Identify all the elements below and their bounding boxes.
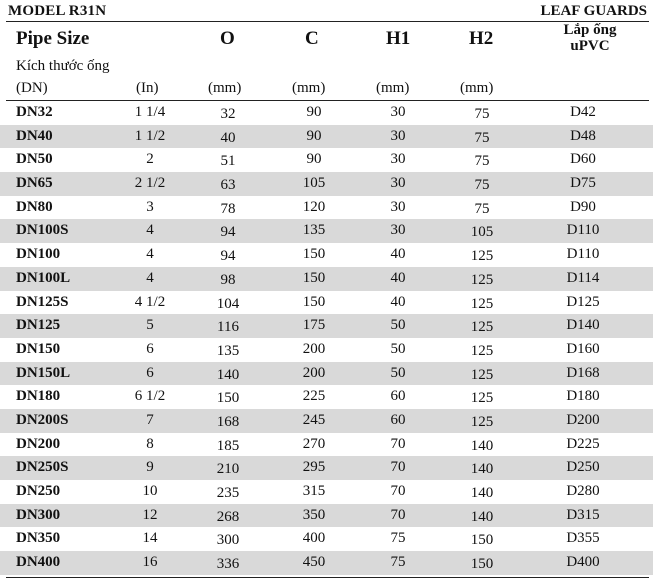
cell-inch: 6 1/2 — [134, 388, 166, 405]
cell-inch: 4 1/2 — [134, 293, 166, 310]
cell-h2: 125 — [470, 319, 494, 336]
cell-h1: 70 — [390, 483, 406, 499]
cell-upvc: D42 — [570, 104, 596, 120]
cell-c: 90 — [306, 127, 322, 144]
col-upvc-line1: Lắp ống — [563, 22, 617, 38]
cell-dn: DN250 — [16, 483, 61, 499]
cell-inch: 8 — [146, 435, 154, 452]
cell-h1: 70 — [390, 435, 406, 452]
cell-inch: 4 — [146, 269, 154, 286]
cell-c: 200 — [302, 340, 326, 357]
cell-c: 150 — [302, 293, 326, 310]
unit-o: (mm) — [208, 80, 242, 96]
cell-c: 150 — [302, 246, 326, 263]
cell-h1: 30 — [390, 104, 406, 120]
col-upvc — [548, 22, 632, 54]
cell-upvc: D75 — [570, 175, 596, 192]
cell-dn: DN125 — [16, 317, 61, 334]
cell-h1: 40 — [390, 246, 406, 263]
cell-h2: 75 — [474, 129, 490, 146]
cell-c: 120 — [302, 198, 326, 215]
cell-inch: 3 — [146, 198, 154, 215]
cell-c: 450 — [302, 554, 326, 571]
cell-h1: 70 — [390, 506, 406, 523]
cell-dn: DN125S — [16, 293, 69, 310]
table-header — [0, 22, 653, 100]
table-bottom-rule — [6, 577, 649, 578]
cell-h1: 60 — [390, 388, 406, 405]
table-row — [0, 314, 653, 338]
cell-inch: 6 — [146, 340, 154, 357]
table-row — [0, 196, 653, 220]
cell-h2: 150 — [470, 532, 494, 549]
table-row — [0, 433, 653, 457]
cell-inch: 16 — [142, 554, 158, 571]
cell-h2: 125 — [470, 413, 494, 430]
cell-inch: 2 — [146, 151, 154, 168]
cell-upvc: D90 — [570, 198, 596, 215]
cell-h1: 50 — [390, 364, 406, 381]
cell-dn: DN40 — [16, 127, 53, 144]
cell-inch: 4 — [146, 222, 154, 239]
table-row — [0, 148, 653, 172]
cell-o: 104 — [216, 295, 240, 312]
cell-h1: 40 — [390, 269, 406, 286]
cell-h2: 75 — [474, 153, 490, 170]
cell-dn: DN180 — [16, 388, 61, 405]
cell-inch: 10 — [142, 483, 158, 499]
table-row — [0, 527, 653, 551]
cell-inch: 14 — [142, 530, 158, 547]
unit-in: (In) — [136, 80, 159, 96]
cell-upvc: D280 — [566, 483, 600, 499]
cell-dn: DN200S — [16, 411, 69, 428]
cell-c: 90 — [306, 104, 322, 120]
cell-h2: 140 — [470, 437, 494, 454]
cell-upvc: D160 — [566, 340, 600, 357]
table-row — [0, 409, 653, 433]
cell-inch: 1 1/2 — [134, 127, 166, 144]
col-c: C — [305, 28, 319, 49]
cell-dn: DN400 — [16, 554, 61, 571]
cell-o: 268 — [216, 508, 240, 525]
cell-upvc: D60 — [570, 151, 596, 168]
col-pipe-size: Pipe Size — [16, 28, 90, 49]
cell-dn: DN80 — [16, 198, 53, 215]
cell-h1: 40 — [390, 293, 406, 310]
cell-h2: 140 — [470, 461, 494, 478]
cell-o: 116 — [217, 319, 239, 336]
cell-h2: 125 — [470, 271, 494, 288]
cell-h2: 105 — [470, 224, 494, 241]
cell-h1: 75 — [390, 530, 406, 547]
cell-o: 63 — [220, 177, 236, 194]
cell-upvc: D200 — [566, 411, 600, 428]
cell-o: 94 — [220, 224, 236, 241]
cell-c: 295 — [302, 459, 326, 476]
cell-o: 168 — [216, 413, 240, 430]
col-upvc-line2: uPVC — [570, 38, 610, 54]
cell-dn: DN100S — [16, 222, 69, 239]
table-row — [0, 480, 653, 504]
cell-c: 350 — [302, 506, 326, 523]
cell-h1: 60 — [390, 411, 406, 428]
col-size-vi: Kích thước ống — [16, 58, 110, 74]
cell-h1: 50 — [390, 317, 406, 334]
cell-c: 200 — [302, 364, 326, 381]
model-title: MODEL R31N — [8, 3, 107, 19]
cell-h2: 140 — [470, 508, 494, 525]
cell-h1: 30 — [390, 175, 406, 192]
cell-o: 150 — [216, 390, 240, 407]
unit-c: (mm) — [292, 80, 326, 96]
table-row — [0, 362, 653, 386]
cell-dn: DN150L — [16, 364, 71, 381]
cell-dn: DN200 — [16, 435, 61, 452]
cell-o: 235 — [216, 485, 240, 501]
cell-h2: 75 — [474, 177, 490, 194]
cell-c: 225 — [302, 388, 326, 405]
table-row — [0, 385, 653, 409]
cell-h1: 30 — [390, 151, 406, 168]
cell-h1: 75 — [390, 554, 406, 571]
cell-upvc: D125 — [566, 293, 600, 310]
cell-upvc: D225 — [566, 435, 600, 452]
col-h2: H2 — [469, 28, 494, 49]
cell-inch: 2 1/2 — [134, 175, 166, 192]
cell-upvc: D315 — [566, 506, 600, 523]
cell-h2: 125 — [470, 248, 494, 265]
cell-inch: 9 — [146, 459, 154, 476]
cell-h2: 125 — [470, 342, 494, 359]
cell-upvc: D48 — [570, 127, 596, 144]
cell-inch: 6 — [146, 364, 154, 381]
table-row — [0, 219, 653, 243]
cell-h2: 150 — [470, 556, 494, 573]
cell-inch: 5 — [146, 317, 154, 334]
cell-o: 40 — [220, 129, 236, 146]
cell-upvc: D355 — [566, 530, 600, 547]
cell-upvc: D114 — [566, 269, 600, 286]
cell-inch: 4 — [146, 246, 154, 263]
unit-h2: (mm) — [460, 80, 494, 96]
cell-h2: 125 — [470, 366, 494, 383]
table-body — [0, 101, 653, 575]
cell-c: 150 — [302, 269, 326, 286]
table-row — [0, 291, 653, 315]
cell-h1: 70 — [390, 459, 406, 476]
cell-o: 94 — [220, 248, 236, 265]
cell-dn: DN65 — [16, 175, 53, 192]
cell-o: 32 — [220, 106, 236, 122]
cell-h1: 30 — [390, 127, 406, 144]
cell-h2: 125 — [470, 390, 494, 407]
cell-c: 135 — [302, 222, 326, 239]
cell-dn: DN50 — [16, 151, 53, 168]
cell-dn: DN250S — [16, 459, 69, 476]
cell-c: 245 — [302, 411, 326, 428]
cell-upvc: D168 — [566, 364, 600, 381]
cell-h1: 30 — [390, 198, 406, 215]
cell-o: 135 — [216, 342, 240, 359]
cell-c: 90 — [306, 151, 322, 168]
col-h1: H1 — [386, 28, 411, 49]
cell-c: 105 — [302, 175, 326, 192]
cell-h1: 30 — [390, 222, 406, 239]
cell-o: 185 — [216, 437, 240, 454]
cell-dn: DN32 — [16, 104, 53, 120]
table-row — [0, 172, 653, 196]
table-row — [0, 243, 653, 267]
cell-h1: 50 — [390, 340, 406, 357]
cell-h2: 75 — [474, 106, 490, 122]
cell-dn: DN150 — [16, 340, 61, 357]
cell-h2: 75 — [474, 200, 490, 217]
table-row — [0, 267, 653, 291]
unit-dn: (DN) — [16, 80, 48, 96]
cell-o: 140 — [216, 366, 240, 383]
col-o: O — [220, 28, 235, 49]
cell-o: 336 — [216, 556, 240, 573]
cell-dn: DN100 — [16, 246, 61, 263]
cell-c: 400 — [302, 530, 326, 547]
cell-c: 315 — [302, 483, 326, 499]
table-row — [0, 101, 653, 125]
unit-h1: (mm) — [376, 80, 410, 96]
cell-upvc: D140 — [566, 317, 600, 334]
cell-o: 300 — [216, 532, 240, 549]
cell-o: 51 — [220, 153, 236, 170]
table-row — [0, 125, 653, 149]
cell-o: 98 — [220, 271, 236, 288]
cell-c: 175 — [302, 317, 326, 334]
cell-dn: DN350 — [16, 530, 61, 547]
cell-dn: DN300 — [16, 506, 61, 523]
cell-dn: DN100L — [16, 269, 71, 286]
cell-h2: 140 — [470, 485, 494, 501]
cell-h2: 125 — [470, 295, 494, 312]
cell-inch: 1 1/4 — [134, 104, 166, 120]
cell-upvc: D250 — [566, 459, 600, 476]
cell-upvc: D180 — [566, 388, 600, 405]
table-row — [0, 338, 653, 362]
cell-upvc: D110 — [566, 246, 600, 263]
cell-upvc: D110 — [566, 222, 600, 239]
cell-upvc: D400 — [566, 554, 600, 571]
cell-o: 78 — [220, 200, 236, 217]
cell-inch: 12 — [142, 506, 158, 523]
table-row — [0, 456, 653, 480]
table-row — [0, 551, 653, 575]
title-bar — [0, 0, 653, 22]
cell-c: 270 — [302, 435, 326, 452]
table-row — [0, 504, 653, 528]
cell-o: 210 — [216, 461, 240, 478]
product-name: LEAF GUARDS — [540, 3, 647, 19]
cell-inch: 7 — [146, 411, 154, 428]
